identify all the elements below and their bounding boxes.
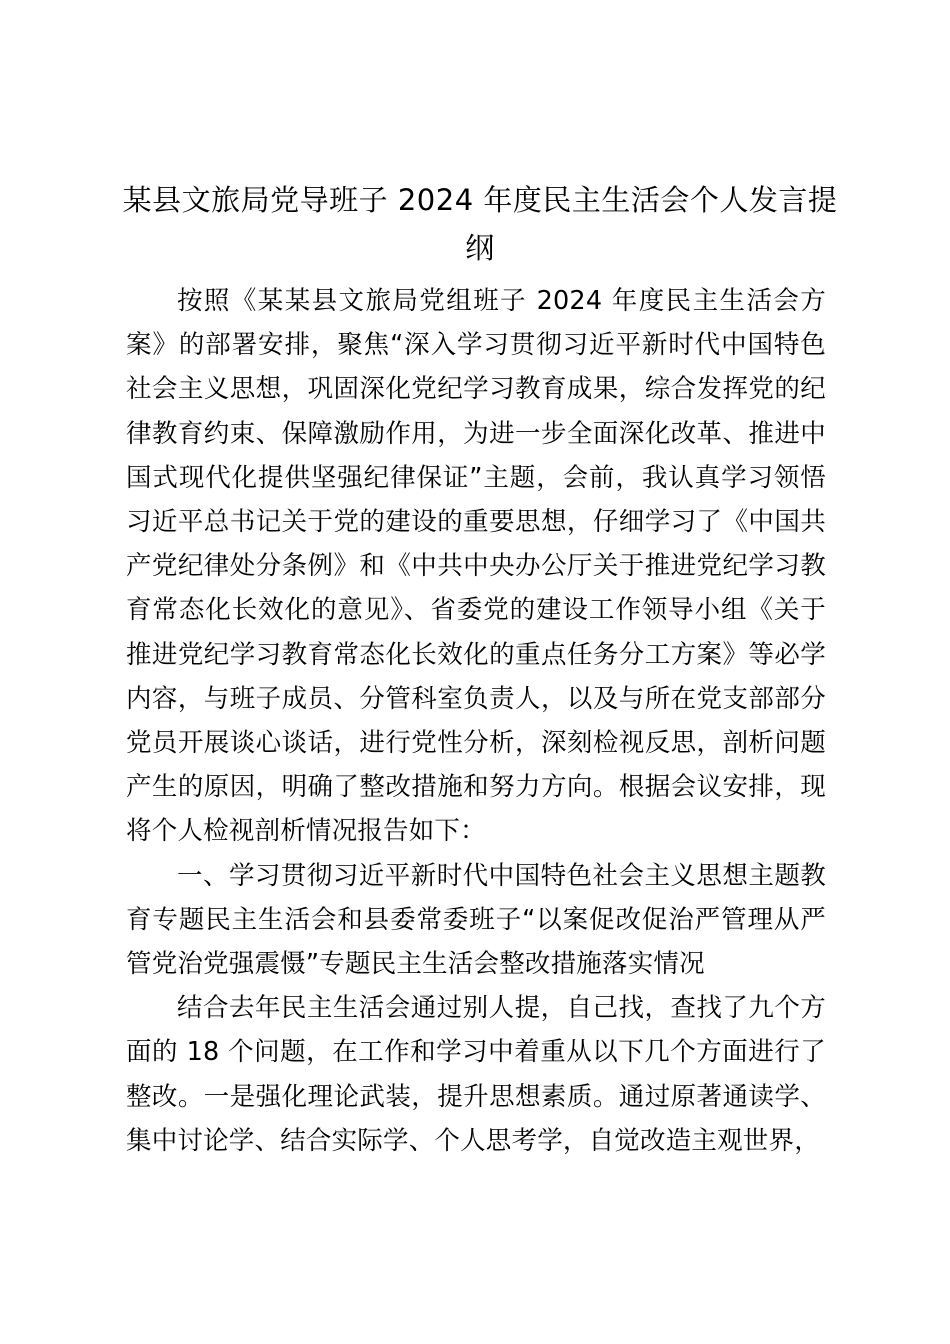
section-paragraph-1: 结合去年民主生活会通过别人提，自己找，查找了九个方面的 18 个问题，在工作和学习中着重从以下几个方面进行了整改。一是强化理论武装，提升思想素质。通过原著通读学、集中讨论学、结合实际学、个人思考学，自觉改造主观世界， xyxy=(126,993,826,1156)
intro-paragraph: 按照《某某县文旅局党组班子 2024 年度民主生活会方案》的部署安排，聚焦“深入学习贯彻习近平新时代中国特色社会主义思想，巩固深化党纪学习教育成果，综合发挥党的纪律教育约束、保障激励作用，为进一步全面深化改革、推进中国式现代化提供坚强纪律保证”主题，会前，我认真学习领悟习近平总书记关于党的建设的重要思想，仔细学习了《中国共产党纪律处分条例》和《中共中央办公厅关于推进党纪学习教育常态化长效化的意见》、省委党的建设工作领导小组《关于推进党纪学习教育常态化长效化的重点任务分工方案》等必学内容，与班子成员、分管科室负责人，以及与所在党支部部分党员开展谈心谈话，进行党性分析，深刻检视反思，剖析问题产生的原因，明确了整改措施和努力方向。根据会议安排，现将个人检视剖析情况报告如下： xyxy=(126,286,826,847)
section-heading-1: 一、学习贯彻习近平新时代中国特色社会主义思想主题教育专题民主生活会和县委常委班子“以案促改促治严管理从严管党治党强震慑”专题民主生活会整改措施落实情况 xyxy=(126,860,826,980)
document-title: 某县文旅局党导班子 2024 年度民主生活会个人发言提纲 xyxy=(122,183,838,265)
document-body xyxy=(126,279,826,1163)
